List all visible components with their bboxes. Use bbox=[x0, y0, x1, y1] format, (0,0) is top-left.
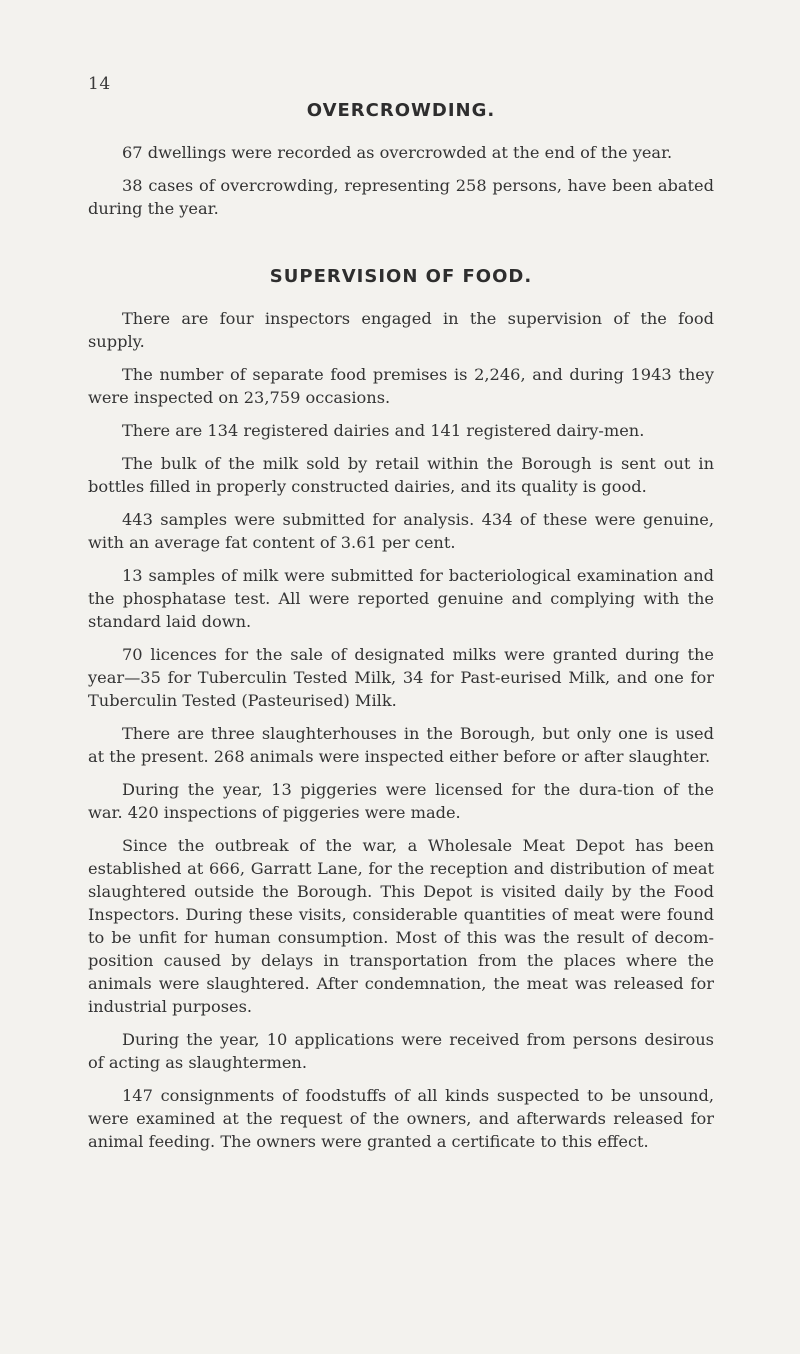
food-paragraph: During the year, 13 piggeries were licensed for the dura-tion of the war. 420 inspections of piggeries were made. bbox=[88, 780, 714, 822]
food-paragraph: 443 samples were submitted for analysis. 434 of these were genuine, with an average fat content of 3.61 per cent. bbox=[88, 510, 714, 552]
food-paragraph: During the year, 10 applications were received from persons desirous of acting as slaughtermen. bbox=[88, 1030, 714, 1072]
food-paragraph: The number of separate food premises is 2,246, and during 1943 they were inspected on 23,759 occasions. bbox=[88, 365, 714, 407]
food-paragraph: 13 samples of milk were submitted for bacteriological examination and the phosphatase test. All were reported genuine and complying with the standard laid down. bbox=[88, 566, 714, 631]
food-paragraph: 147 consignments of foodstuffs of all kinds suspected to be unsound, were examined at the request of the owners, and afterwards released for animal feeding. The owners were granted a certificate to this effect. bbox=[88, 1086, 714, 1151]
food-paragraph: The bulk of the milk sold by retail within the Borough is sent out in bottles filled in properly constructed dairies, and its quality is good. bbox=[88, 454, 714, 496]
overcrowding-paragraph: 38 cases of overcrowding, representing 258 persons, have been abated during the year. bbox=[88, 176, 714, 218]
food-paragraph: Since the outbreak of the war, a Wholesale Meat Depot has been established at 666, Garratt Lane, for the reception and distribution of meat slaughtered outside the Borough. This Depot is visited daily by the Food Inspectors. During these visits, considerable quantities of meat were found to be unfit for human consumption. Most of this was the result of decom-position caused by delays in transportation from the places where the animals were slaughtered. After condemnation, the meat was released for industrial purposes. bbox=[88, 836, 714, 1016]
food-paragraph: There are 134 registered dairies and 141 registered dairy-men. bbox=[122, 421, 645, 440]
food-paragraph: 70 licences for the sale of designated milks were granted during the year—35 for Tuberculin Tested Milk, 34 for Past-eurised Milk, and one for Tuberculin Tested (Pasteurised) Milk. bbox=[88, 645, 714, 710]
food-paragraph: There are three slaughterhouses in the Borough, but only one is used at the present. 268 animals were inspected either before or after slaughter. bbox=[88, 724, 714, 766]
overcrowding-heading: OVERCROWDING. bbox=[306, 100, 496, 121]
document-page bbox=[88, 74, 714, 1163]
food-paragraph: There are four inspectors engaged in the supervision of the food supply. bbox=[88, 309, 714, 351]
food-supervision-heading: SUPERVISION OF FOOD. bbox=[269, 266, 533, 287]
overcrowding-paragraph: 67 dwellings were recorded as overcrowded at the end of the year. bbox=[122, 143, 673, 162]
page-number: 14 bbox=[88, 74, 111, 94]
